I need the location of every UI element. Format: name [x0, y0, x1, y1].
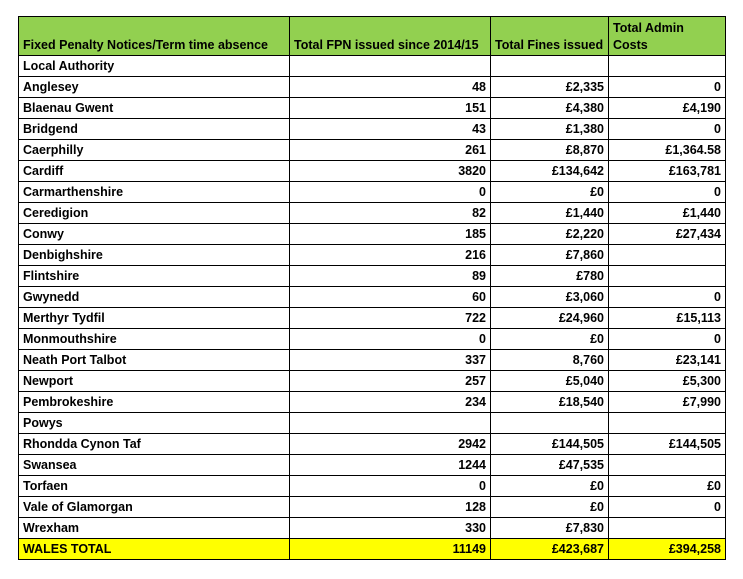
- fines-cell: £5,040: [491, 371, 609, 392]
- fpn-cell: 43: [290, 119, 491, 140]
- header-total-fpn: Total FPN issued since 2014/15: [290, 17, 491, 56]
- table-row: [19, 266, 726, 287]
- admin-cell: £0: [609, 476, 726, 497]
- authority-cell: Denbighshire: [19, 245, 290, 266]
- table-row: [19, 287, 726, 308]
- table-row: [19, 161, 726, 182]
- fines-cell: £0: [491, 497, 609, 518]
- fines-cell: 8,760: [491, 350, 609, 371]
- fpn-cell: [290, 56, 491, 77]
- authority-cell: Wrexham: [19, 518, 290, 539]
- admin-cell: [609, 455, 726, 476]
- table-row: [19, 329, 726, 350]
- admin-cell: 0: [609, 497, 726, 518]
- fpn-cell: 60: [290, 287, 491, 308]
- admin-cell: 0: [609, 77, 726, 98]
- table-row: [19, 413, 726, 434]
- table-row: [19, 476, 726, 497]
- authority-cell: Swansea: [19, 455, 290, 476]
- fpn-cell: 82: [290, 203, 491, 224]
- table-row: [19, 497, 726, 518]
- fines-cell: £0: [491, 182, 609, 203]
- admin-cell: £27,434: [609, 224, 726, 245]
- table-row: [19, 140, 726, 161]
- admin-cell: £1,364.58: [609, 140, 726, 161]
- admin-cell: 0: [609, 329, 726, 350]
- table-row: [19, 77, 726, 98]
- admin-cell: £1,440: [609, 203, 726, 224]
- fpn-cell: 257: [290, 371, 491, 392]
- fpn-cell: 48: [290, 77, 491, 98]
- admin-cell: 0: [609, 182, 726, 203]
- total-fpn: 11149: [290, 539, 491, 560]
- table-row: [19, 350, 726, 371]
- fines-cell: £780: [491, 266, 609, 287]
- fines-cell: £2,335: [491, 77, 609, 98]
- admin-cell: £163,781: [609, 161, 726, 182]
- admin-cell: [609, 413, 726, 434]
- fpn-cell: 722: [290, 308, 491, 329]
- admin-cell: £23,141: [609, 350, 726, 371]
- admin-cell: [609, 266, 726, 287]
- fines-cell: £47,535: [491, 455, 609, 476]
- table-row: [19, 518, 726, 539]
- fpn-cell: 330: [290, 518, 491, 539]
- fines-cell: £7,860: [491, 245, 609, 266]
- fpn-cell: 0: [290, 329, 491, 350]
- table-row: [19, 308, 726, 329]
- fines-cell: £144,505: [491, 434, 609, 455]
- table-row: [19, 371, 726, 392]
- fpn-cell: 0: [290, 182, 491, 203]
- authority-cell: Pembrokeshire: [19, 392, 290, 413]
- fpn-table: [18, 16, 726, 560]
- authority-cell: Monmouthshire: [19, 329, 290, 350]
- total-admin: £394,258: [609, 539, 726, 560]
- fpn-cell: 0: [290, 476, 491, 497]
- fines-cell: £1,380: [491, 119, 609, 140]
- total-fines: £423,687: [491, 539, 609, 560]
- authority-cell: Anglesey: [19, 77, 290, 98]
- authority-cell: Merthyr Tydfil: [19, 308, 290, 329]
- table-row: [19, 98, 726, 119]
- fpn-cell: 185: [290, 224, 491, 245]
- table-row: [19, 224, 726, 245]
- fpn-cell: 151: [290, 98, 491, 119]
- fines-cell: £4,380: [491, 98, 609, 119]
- fpn-cell: 128: [290, 497, 491, 518]
- fines-cell: £24,960: [491, 308, 609, 329]
- authority-cell: Conwy: [19, 224, 290, 245]
- fpn-cell: 261: [290, 140, 491, 161]
- fpn-cell: 3820: [290, 161, 491, 182]
- fines-cell: £134,642: [491, 161, 609, 182]
- table-row: [19, 119, 726, 140]
- fines-cell: [491, 413, 609, 434]
- admin-cell: 0: [609, 119, 726, 140]
- table-row: [19, 56, 726, 77]
- authority-cell: Rhondda Cynon Taf: [19, 434, 290, 455]
- admin-cell: 0: [609, 287, 726, 308]
- fines-cell: £18,540: [491, 392, 609, 413]
- authority-cell: Neath Port Talbot: [19, 350, 290, 371]
- admin-cell: £4,190: [609, 98, 726, 119]
- authority-cell: Cardiff: [19, 161, 290, 182]
- table-row: [19, 392, 726, 413]
- authority-cell: Gwynedd: [19, 287, 290, 308]
- header-row: [19, 17, 726, 56]
- table-row: [19, 182, 726, 203]
- fpn-cell: 1244: [290, 455, 491, 476]
- header-authority: Fixed Penalty Notices/Term time absence: [19, 17, 290, 56]
- fines-cell: £3,060: [491, 287, 609, 308]
- admin-cell: [609, 245, 726, 266]
- authority-cell: Newport: [19, 371, 290, 392]
- admin-cell: [609, 56, 726, 77]
- admin-cell: [609, 518, 726, 539]
- fpn-cell: [290, 413, 491, 434]
- table-row: [19, 245, 726, 266]
- admin-cell: £5,300: [609, 371, 726, 392]
- admin-cell: £15,113: [609, 308, 726, 329]
- table-row: [19, 203, 726, 224]
- fpn-cell: 89: [290, 266, 491, 287]
- fines-cell: £2,220: [491, 224, 609, 245]
- authority-cell: Vale of Glamorgan: [19, 497, 290, 518]
- total-row: [19, 539, 726, 560]
- authority-cell: Blaenau Gwent: [19, 98, 290, 119]
- authority-cell: Ceredigion: [19, 203, 290, 224]
- authority-cell: Torfaen: [19, 476, 290, 497]
- authority-cell: Local Authority: [19, 56, 290, 77]
- fpn-cell: 2942: [290, 434, 491, 455]
- header-total-fines: Total Fines issued: [491, 17, 609, 56]
- authority-cell: Bridgend: [19, 119, 290, 140]
- fines-cell: £8,870: [491, 140, 609, 161]
- authority-cell: Flintshire: [19, 266, 290, 287]
- table-row: [19, 455, 726, 476]
- fines-cell: [491, 56, 609, 77]
- total-label: WALES TOTAL: [19, 539, 290, 560]
- header-admin-costs: Total Admin Costs: [609, 17, 726, 56]
- admin-cell: £7,990: [609, 392, 726, 413]
- authority-cell: Caerphilly: [19, 140, 290, 161]
- table-row: [19, 434, 726, 455]
- fpn-cell: 234: [290, 392, 491, 413]
- fines-cell: £1,440: [491, 203, 609, 224]
- fpn-cell: 216: [290, 245, 491, 266]
- admin-cell: £144,505: [609, 434, 726, 455]
- fines-cell: £0: [491, 476, 609, 497]
- fpn-cell: 337: [290, 350, 491, 371]
- fines-cell: £0: [491, 329, 609, 350]
- authority-cell: Powys: [19, 413, 290, 434]
- fines-cell: £7,830: [491, 518, 609, 539]
- authority-cell: Carmarthenshire: [19, 182, 290, 203]
